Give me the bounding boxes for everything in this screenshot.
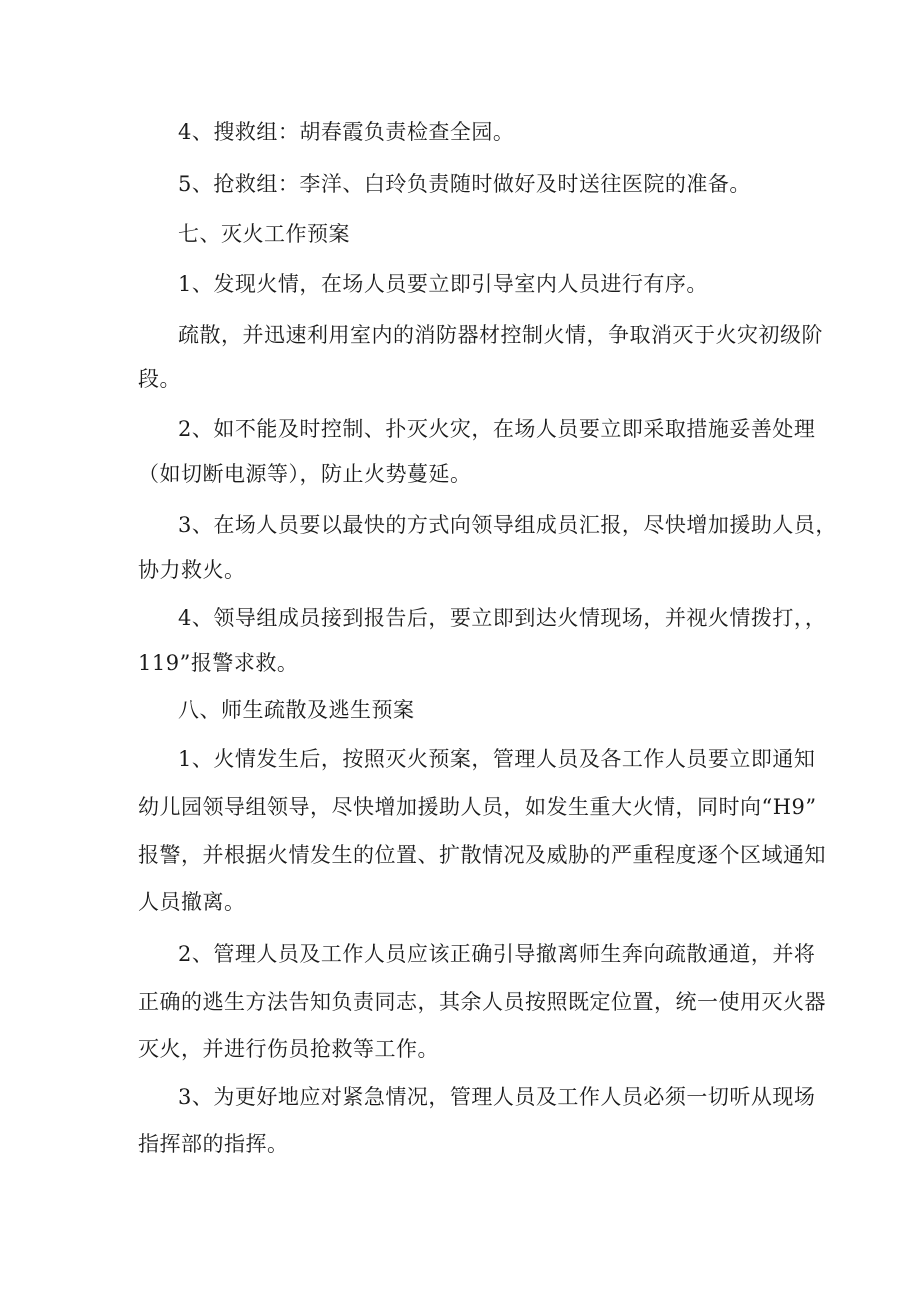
- plan-item-1-line-1: 1、发现火情，在场人员要立即引导室内人员进行有序。: [178, 272, 708, 296]
- plan-item-4-line-2: 119”报警求救。: [138, 651, 299, 675]
- evacuation-item-1-line-4: 人员撤离。: [138, 890, 246, 914]
- evacuation-item-1-line-3: 报警，并根据火情发生的位置、扩散情况及威胁的严重程度逐个区域通知: [138, 843, 826, 867]
- evacuation-item-3-line-1: 3、为更好地应对紧急情况，管理人员及工作人员必须一切听从现场: [178, 1085, 816, 1109]
- plan-item-3-line-2: 协力救火。: [138, 558, 246, 582]
- plan-item-4-line-1: 4、领导组成员接到报告后，要立即到达火情现场，并视火情拨打，，: [178, 606, 827, 630]
- evacuation-item-3-line-2: 指挥部的指挥。: [138, 1132, 289, 1156]
- section-heading-fire-fighting-plan: 七、灭火工作预案: [178, 222, 350, 246]
- plan-item-2-line-2: （如切断电源等），防止火势蔓延。: [138, 462, 472, 486]
- plan-item-1-line-2: 疏散，并迅速利用室内的消防器材控制火情，争取消灭于火灾初级阶: [178, 323, 823, 347]
- evacuation-item-1-line-2: 幼儿园领导组领导，尽快增加援助人员，如发生重大火情，同时向“H9”: [138, 795, 817, 819]
- list-item-search-rescue-team: 4、搜救组：胡春霞负责检查全园。: [178, 120, 515, 144]
- evacuation-item-2-line-3: 灭火，并进行伤员抢救等工作。: [138, 1037, 439, 1061]
- plan-item-2-line-1: 2、如不能及时控制、扑灭火灾，在场人员要立即采取措施妥善处理: [178, 417, 816, 441]
- section-heading-evacuation-plan: 八、师生疏散及逃生预案: [178, 698, 415, 722]
- plan-item-1-line-3: 段。: [138, 367, 181, 391]
- evacuation-item-2-line-2: 正确的逃生方法告知负责同志，其余人员按照既定位置，统一使用灭火器: [138, 990, 826, 1014]
- plan-item-3-line-1: 3、在场人员要以最快的方式向领导组成员汇报，尽快增加援助人员，: [178, 513, 837, 537]
- evacuation-item-1-line-1: 1、火情发生后，按照灭火预案，管理人员及各工作人员要立即通知: [178, 747, 816, 771]
- evacuation-item-2-line-1: 2、管理人员及工作人员应该正确引导撤离师生奔向疏散通道，并将: [178, 942, 816, 966]
- list-item-first-aid-team: 5、抢救组：李洋、白玲负责随时做好及时送往医院的准备。: [178, 172, 751, 196]
